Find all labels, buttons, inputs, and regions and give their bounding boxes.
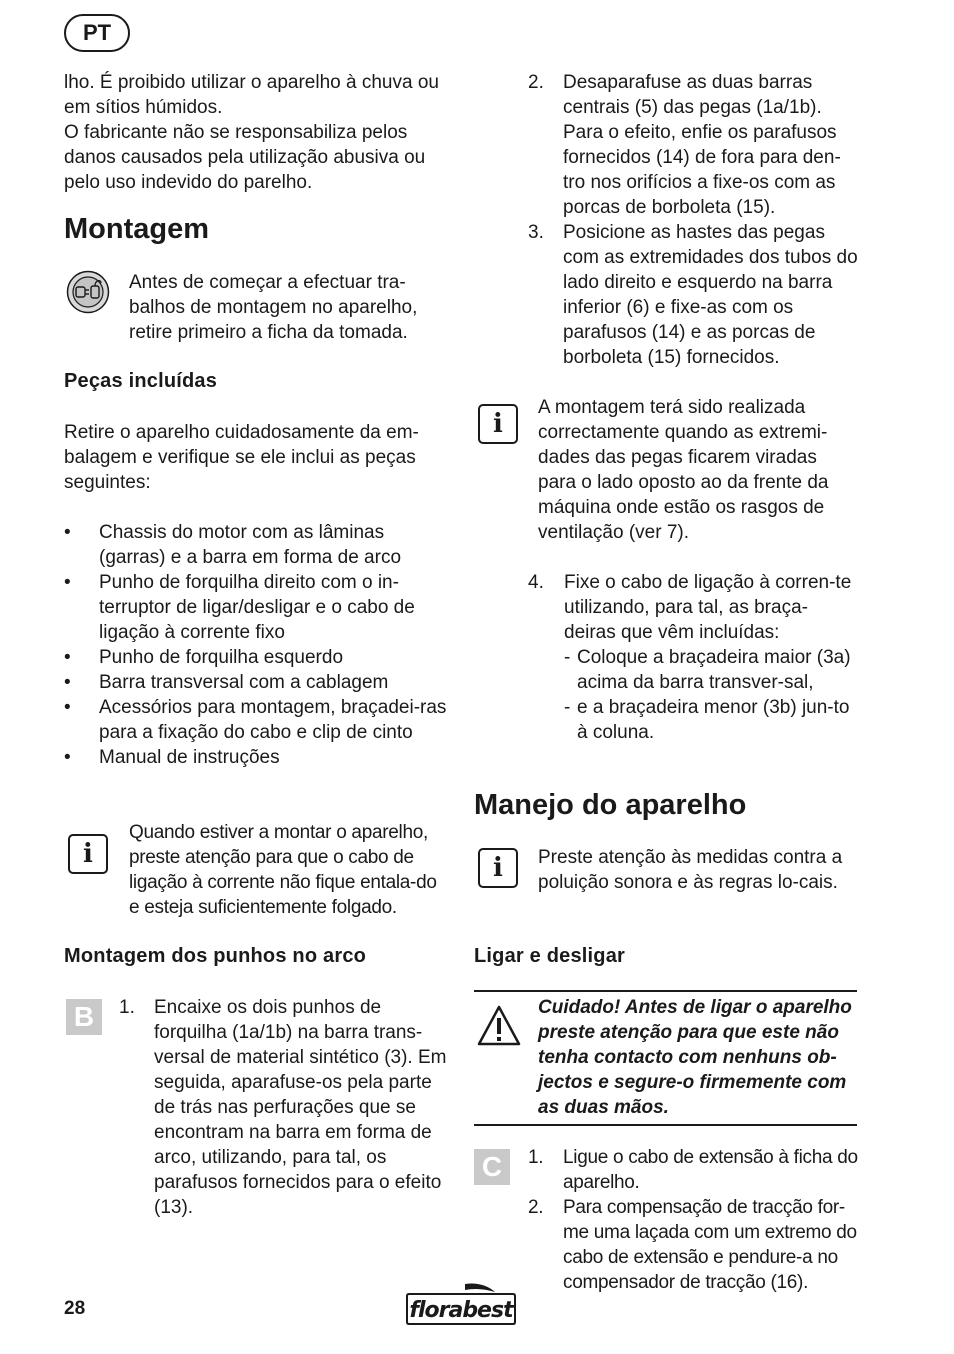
logo-text: florabest [409,1298,513,1323]
list-item [528,70,858,220]
step-1 [119,995,449,1220]
list-item [528,220,858,370]
info-icon: i [68,834,108,874]
step-number: 3. [528,222,544,243]
list-item [528,1195,858,1295]
cable-info-note: Quando estiver a montar o aparelho, preste atenção para que o cabo de ligação à corrente não fique entala-do e esteja suficientemente folgado. [129,822,437,918]
pecas-heading: Peças incluídas [64,370,218,392]
step-number: 1. [528,1147,544,1168]
language-badge: PT [64,14,130,52]
list-item [564,645,858,695]
list-item [528,1145,858,1195]
c-steps [528,1145,858,1295]
list-item: • Chassis do motor com as lâminas (garras) e a barra em forma de arco [64,520,449,570]
step-text: Posicione as hastes das pegas com as extremidades dos tubos do lado direito e esquerdo na barra inferior (6) e fixe-as com os parafusos (14) e as porcas de borboleta (15) fornecidos. [563,222,858,368]
list-item: • Punho de forquilha direito com o in-terruptor de ligar/desligar e o cabo de ligação à corrente fixo [64,570,449,645]
steps-2-3 [528,70,858,370]
punhos-heading: Montagem dos punhos no arco [64,945,367,967]
noise-info-note: Preste atenção às medidas contra a poluição sonora e às regras lo-cais. [538,847,843,893]
montagem-heading: Montagem [64,213,209,245]
step-4-text: Fixe o cabo de ligação à corren-te utilizando, para tal, as braça-deiras que vêm incluídas: [564,572,852,643]
step-4-number: 4. [528,572,544,593]
parts-list [64,520,449,770]
intro-text: lho. É proibido utilizar o aparelho à chuva ou em sítios húmidos. [64,72,439,118]
step-4-sublist [564,645,858,745]
ligar-heading: Ligar e desligar [474,945,626,967]
step-text: Para compensação de tracção for-me uma laçada com um extremo do cabo de extensão e pendure-a no compensador de tracção (16). [563,1197,857,1293]
step-number: 2. [528,72,544,93]
step-text: Ligue o cabo de extensão à ficha do aparelho. [563,1147,858,1193]
info-icon: i [478,404,518,444]
unplug-notice: Antes de começar a efectuar tra-balhos de montagem no aparelho, retire primeiro a ficha da tomada. [129,272,418,343]
list-item: • Acessórios para montagem, braçadei-ras para a fixação do cabo e clip de cinto [64,695,449,745]
warning-icon [476,1004,522,1048]
montagem-info-note: A montagem terá sido realizada correctamente quando as extremi-dades das pegas ficarem viradas para o lado oposto ao da frente da máquina onde estão os rasgos de ventilação (ver 7). [538,397,829,543]
step-text: Desaparafuse as duas barras centrais (5) das pegas (1a/1b). Para o efeito, enfie os parafusos fornecidos (14) de fora para den-tro nos orifícios a fixe-os com as porcas de borboleta (15). [563,72,841,218]
list-item: • Punho de forquilha esquerdo [64,645,449,670]
section-b-marker: B [66,999,102,1035]
step-number: 2. [528,1197,544,1218]
dash-marker: - [564,647,571,668]
sub-step-text: Coloque a braçadeira maior (3a) acima da barra transver-sal, [577,647,851,693]
list-item: • Barra transversal com a cablagem [64,670,449,695]
manufacturer-note: O fabricante não se responsabiliza pelos danos causados pela utilização abusiva ou pelo uso indevido do parelho. [64,122,426,193]
warning-text: Cuidado! Antes de ligar o aparelho preste atenção para que este não tenha contacto com nenhuns ob-jectos e segure-o firmemente com as duas mãos. [538,997,852,1118]
unplug-icon [66,270,110,314]
pecas-intro: Retire o aparelho cuidadosamente da em-balagem e verifique se ele inclui as peças seguintes: [64,422,419,493]
step-1-text: Encaixe os dois punhos de forquilha (1a/1b) na barra trans-versal de material sintético (3). Em seguida, aparafuse-os pela parte de trás nas perfurações que se encontram na barra em forma de arco, utilizando, para tal, os parafusos fornecidos para o efeito (13). [154,997,447,1218]
list-item: • Manual de instruções [64,745,449,770]
manejo-heading: Manejo do aparelho [474,789,747,821]
page-number: 28 [64,1298,86,1319]
florabest-logo [405,1282,517,1328]
dash-marker: - [564,697,571,718]
step-1-number: 1. [119,997,135,1018]
info-icon: i [478,848,518,888]
list-item [564,695,858,745]
intro-block [64,70,449,195]
step-4 [528,570,858,745]
section-c-marker: C [474,1149,510,1185]
sub-step-text: e a braçadeira menor (3b) jun-to à coluna. [577,697,850,743]
